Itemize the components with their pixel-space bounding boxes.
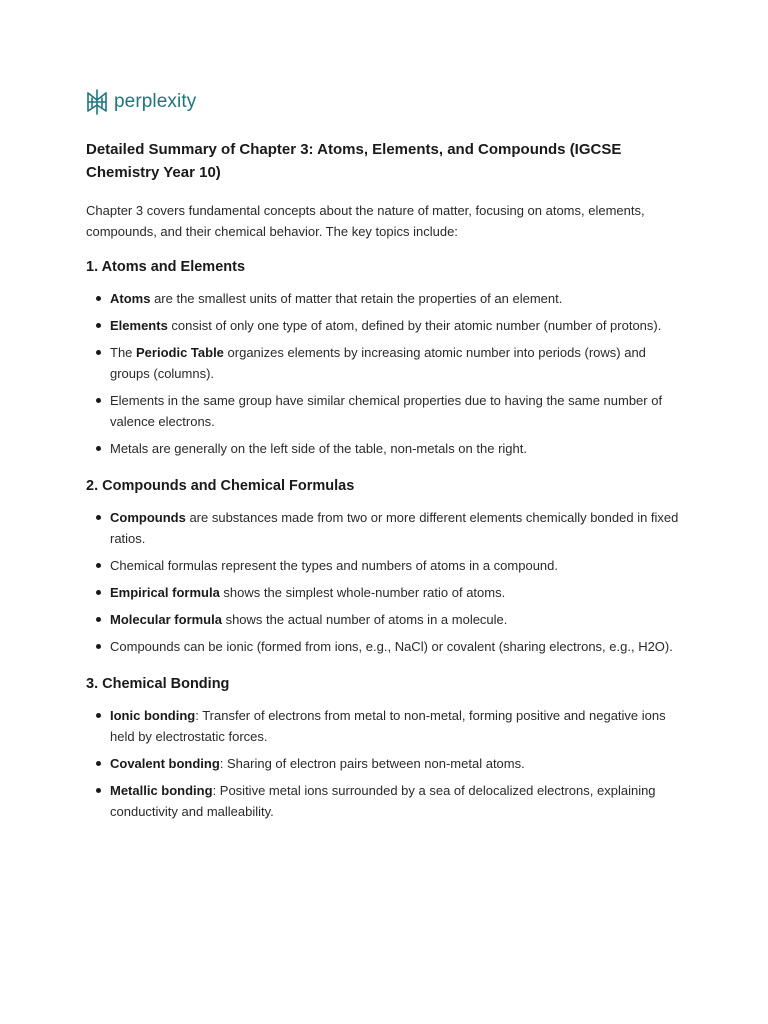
list-item: [110, 390, 686, 432]
list-item-text: : Positive metal ions surrounded by a sea of delocalized electrons, explaining conductivity and malleability.: [110, 783, 656, 819]
list-item-text: Chemical formulas represent the types and numbers of atoms in a compound.: [110, 558, 559, 573]
list-item: [110, 507, 686, 549]
list-item: [110, 582, 686, 603]
list-item-text: consist of only one type of atom, defined by their atomic number (number of protons).: [167, 318, 662, 333]
brand-logo[interactable]: [86, 88, 686, 116]
list-item-term: Ionic bonding: [110, 708, 196, 723]
section-heading: 3. Chemical Bonding: [86, 676, 230, 692]
list-item: [110, 705, 686, 747]
list-item-text: : Sharing of electron pairs between non-metal atoms.: [219, 756, 525, 771]
list-item-term: Elements: [110, 318, 168, 333]
document-intro: Chapter 3 covers fundamental concepts about the nature of matter, focusing on atoms, elements, compounds, and their chemical behavior. The key topics include:: [86, 203, 645, 239]
brand-name: perplexity: [114, 91, 197, 112]
list-item: [110, 438, 686, 459]
list-item: [110, 342, 686, 384]
list-item-term: Molecular formula: [110, 612, 222, 627]
list-item-term: Compounds: [110, 510, 186, 525]
list-item-prefix: The: [110, 345, 137, 360]
list-item-text: shows the simplest whole-number ratio of atoms.: [219, 585, 506, 600]
list-item-text: Elements in the same group have similar chemical properties due to having the same number of valence electrons.: [110, 393, 663, 429]
section-heading: 1. Atoms and Elements: [86, 259, 246, 275]
list-item-term: Empirical formula: [110, 585, 220, 600]
list-item: [110, 636, 686, 657]
list-item-text: Compounds can be ionic (formed from ions, e.g., NaCl) or covalent (sharing electrons, e.g., H2O).: [110, 639, 673, 654]
list-item-term: Periodic Table: [136, 345, 224, 360]
section-heading: 2. Compounds and Chemical Formulas: [86, 478, 355, 494]
list-item-text: organizes elements by increasing atomic number into periods (rows) and groups (columns).: [110, 345, 646, 381]
list-item-text: Metals are generally on the left side of the table, non-metals on the right.: [110, 441, 527, 456]
list-item-term: Covalent bonding: [110, 756, 220, 771]
list-item-text: are the smallest units of matter that retain the properties of an element.: [150, 291, 563, 306]
list-item: [110, 555, 686, 576]
list-item: [110, 753, 686, 774]
list-item-term: Metallic bonding: [110, 783, 213, 798]
list-item-text: shows the actual number of atoms in a molecule.: [221, 612, 508, 627]
list-item-term: Atoms: [110, 291, 151, 306]
section-list: [86, 705, 686, 822]
list-item: [110, 315, 686, 336]
section-list: [86, 507, 686, 657]
list-item-text: are substances made from two or more different elements chemically bonded in fixed ratios.: [110, 510, 679, 546]
list-item: [110, 288, 686, 309]
list-item: [110, 609, 686, 630]
perplexity-logo-icon: [86, 89, 108, 115]
list-item-text: : Transfer of electrons from metal to non-metal, forming positive and negative ions held by electrostatic forces.: [110, 708, 666, 744]
document-title: Detailed Summary of Chapter 3: Atoms, Elements, and Compounds (IGCSE Chemistry Year 10): [86, 141, 622, 181]
document-page: [86, 88, 686, 838]
section-list: [86, 288, 686, 459]
list-item: [110, 780, 686, 822]
sections-container: [86, 256, 686, 822]
